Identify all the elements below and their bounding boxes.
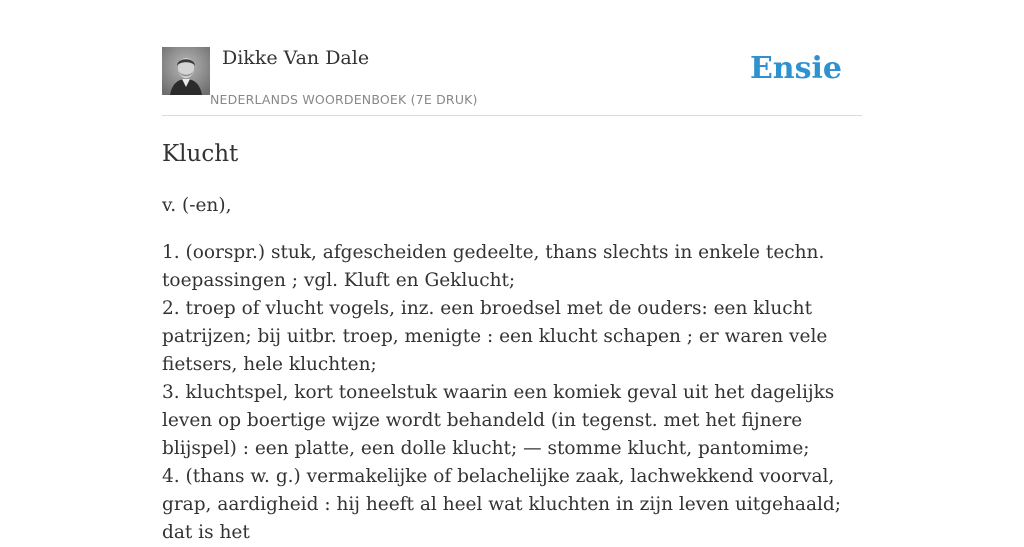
entry-grammar: v. (-en),: [162, 195, 232, 216]
definition-sense-4: 4. (thans w. g.) vermakelijke of belachelijke zaak, lachwekkend voorval, grap, aardigheid : hij heeft al heel wat kluchten in zijn leven uitgehaald; dat is het: [162, 466, 841, 543]
entry-headword: Klucht: [162, 141, 239, 167]
source-label[interactable]: NEDERLANDS WOORDENBOEK (7E DRUK): [210, 92, 478, 107]
content-container: [162, 0, 862, 543]
brand-logo[interactable]: Ensie: [749, 51, 842, 86]
definition-sense-1: 1. (oorspr.) stuk, afgescheiden gedeelte, thans slechts in enkele techn. toepassingen ; vgl. Kluft en Geklucht;: [162, 242, 825, 291]
definition-sense-3: 3. kluchtspel, kort toneelstuk waarin een komiek geval uit het dagelijks leven op boertige wijze wordt behandeld (in tegenst. met het fijnere blijspel) : een platte, een dolle klucht; — stomme klucht, pantomime;: [162, 382, 835, 459]
author-name[interactable]: Dikke Van Dale: [222, 47, 370, 69]
definition-sense-2: 2. troep of vlucht vogels, inz. een broedsel met de ouders: een klucht patrijzen; bij uitbr. troep, menigte : een klucht schapen ; er waren vele fietsers, hele kluchten;: [162, 298, 828, 375]
header: [162, 0, 862, 116]
entry-definition: [162, 239, 862, 547]
author-portrait-icon: [162, 47, 210, 95]
author-avatar[interactable]: [162, 47, 210, 95]
